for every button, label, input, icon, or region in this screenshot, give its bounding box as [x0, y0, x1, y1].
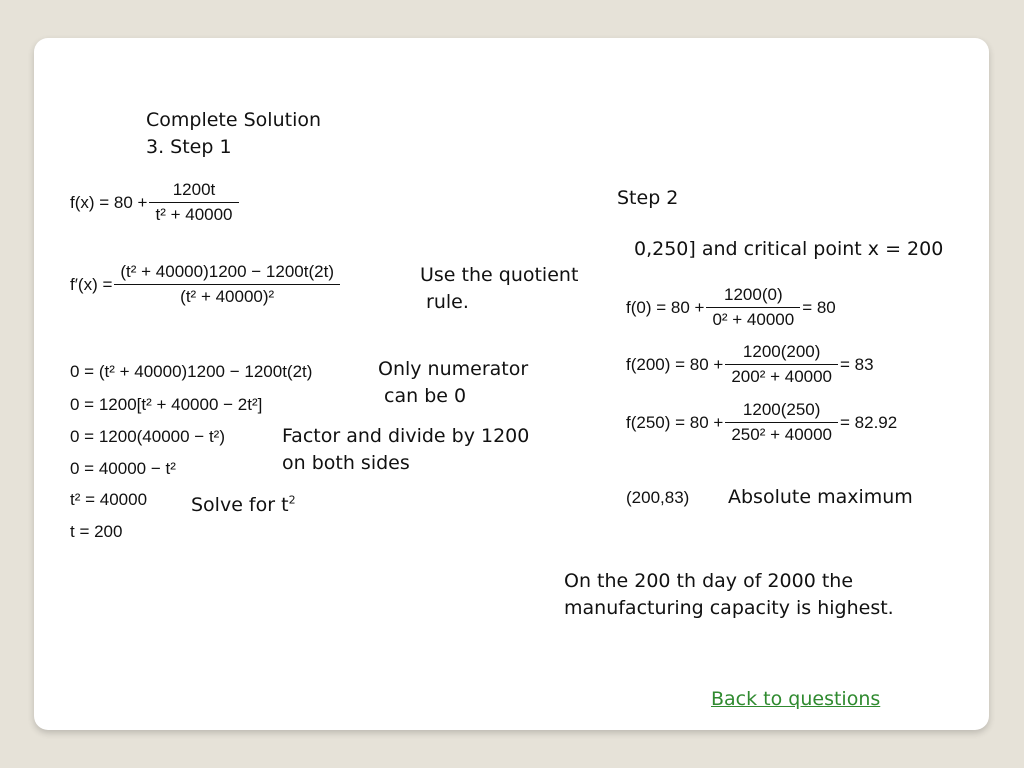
eval-f200-numerator: 1200(200)	[725, 342, 838, 365]
note-solve-text: Solve for t	[191, 494, 289, 516]
eval-f200-lhs: f(200) = 80 +	[626, 354, 724, 374]
algebra-line-5: t² = 40000	[70, 490, 148, 509]
note-numerator-line2: can be 0	[378, 385, 467, 407]
eval-f250-fraction	[725, 400, 838, 445]
maximum-label: Absolute maximum	[728, 486, 913, 508]
eval-f200	[626, 342, 874, 387]
function-fraction	[149, 180, 238, 225]
note-solve	[191, 492, 296, 519]
eval-f200-denominator: 200² + 40000	[731, 367, 833, 386]
maximum-point: (200,83)	[626, 488, 690, 507]
derivative-equation	[70, 262, 342, 307]
eval-f200-rhs: = 83	[840, 354, 874, 374]
eval-f250-lhs: f(250) = 80 +	[626, 412, 724, 432]
back-to-questions-link[interactable]: Back to questions	[711, 688, 881, 710]
eval-f0-rhs: = 80	[802, 297, 836, 317]
note-factor-line2: on both sides	[282, 452, 410, 474]
algebra-line-6: t = 200	[70, 522, 123, 541]
function-numerator: 1200t	[149, 180, 238, 203]
derivative-numerator: (t² + 40000)1200 − 1200t(2t)	[114, 262, 340, 285]
conclusion-line1: On the 200 th day of 2000 the	[564, 570, 854, 592]
eval-f0-fraction	[706, 285, 800, 330]
interval-text: 0,250] and critical point x = 200	[634, 238, 944, 260]
eval-f0-numerator: 1200(0)	[706, 285, 800, 308]
eval-f250	[626, 400, 897, 445]
function-lhs: f(x) = 80 +	[70, 192, 148, 212]
conclusion-line2: manufacturing capacity is highest.	[564, 597, 894, 619]
step1-heading: 3. Step 1	[146, 136, 232, 158]
note-quotient-line1: Use the quotient	[420, 264, 579, 286]
solution-title: Complete Solution	[146, 109, 322, 131]
algebra-line-3: 0 = 1200(40000 − t²)	[70, 427, 226, 446]
derivative-fraction	[114, 262, 340, 307]
note-solve-sup: 2	[288, 493, 296, 507]
eval-f250-denominator: 250² + 40000	[731, 425, 833, 444]
eval-f200-fraction	[725, 342, 838, 387]
note-quotient-line2: rule.	[420, 291, 469, 313]
eval-f250-rhs: = 82.92	[840, 412, 898, 432]
note-numerator-line1: Only numerator	[378, 358, 529, 380]
eval-f250-numerator: 1200(250)	[725, 400, 838, 423]
function-equation	[70, 180, 241, 225]
eval-f0-denominator: 0² + 40000	[712, 310, 795, 329]
derivative-denominator: (t² + 40000)²	[180, 287, 275, 306]
function-denominator: t² + 40000	[155, 205, 233, 224]
eval-f0-lhs: f(0) = 80 +	[626, 297, 705, 317]
eval-f0	[626, 285, 836, 330]
derivative-lhs: f′(x) =	[70, 274, 113, 294]
algebra-line-1: 0 = (t² + 40000)1200 − 1200t(2t)	[70, 362, 313, 381]
algebra-line-2: 0 = 1200[t² + 40000 − 2t²]	[70, 395, 263, 414]
algebra-line-4: 0 = 40000 − t²	[70, 459, 176, 478]
step2-heading: Step 2	[617, 187, 679, 209]
note-factor-line1: Factor and divide by 1200	[282, 425, 530, 447]
